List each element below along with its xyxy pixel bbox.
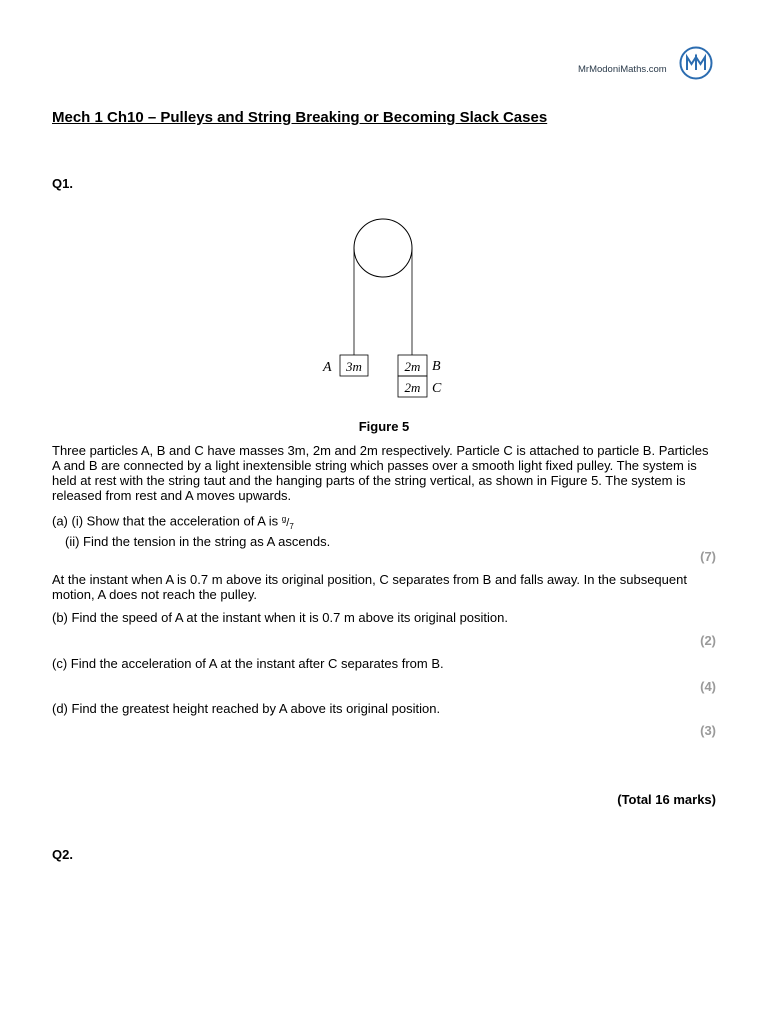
part-b: (b) Find the speed of A at the instant when it is 0.7 m above its original position. (52, 610, 508, 625)
pulley-wheel (354, 219, 412, 277)
mass-a: 3m (346, 359, 362, 374)
context-paragraph: At the instant when A is 0.7 m above its original position, C separates from B and falls away. In the subsequent motion, A does not reach the pulley. (52, 572, 687, 602)
label-c: C (432, 381, 442, 396)
marks-c: (4) (700, 679, 716, 694)
total-marks: (Total 16 marks) (617, 792, 716, 807)
pulley-figure (310, 212, 460, 402)
label-b: B (432, 359, 441, 374)
label-a: A (323, 360, 332, 375)
part-d: (d) Find the greatest height reached by A above its original position. (52, 701, 441, 716)
mass-c: 2m (404, 380, 421, 395)
question-intro: Three particles A, B and C have masses 3m, 2m and 2m respectively. Particle C is attached to particle B. Particles A and B are connected by a light inextensible string which passes over a smooth light fixed pulley. The system is held at rest with the string taut and the hanging parts of the string vertical, as shown in Figure 5. The system is released from rest and A moves upwards. (52, 443, 709, 503)
figure-caption: Figure 5 (358, 419, 410, 434)
part-a-i-text: (a) (i) Show that the acceleration of A is (52, 513, 279, 529)
brand-logo-icon (679, 46, 713, 80)
fraction-g-over-7: $^g/_7$ (281, 514, 294, 531)
marks-b: (2) (700, 633, 716, 648)
question-number-2: Q2. (52, 847, 73, 862)
marks-a: (7) (700, 549, 716, 564)
mass-b: 2m (404, 359, 421, 374)
question-number-1: Q1. (52, 176, 73, 191)
part-c: (c) Find the acceleration of A at the instant after C separates from B. (52, 656, 444, 671)
brand-text: MrModoniMaths.com (578, 64, 667, 75)
marks-d: (3) (700, 723, 716, 738)
part-a-i (52, 511, 294, 534)
part-a-ii: (ii) Find the tension in the string as A ascends. (65, 534, 331, 549)
page-title: Mech 1 Ch10 – Pulleys and String Breaking or Becoming Slack Cases (52, 109, 548, 126)
